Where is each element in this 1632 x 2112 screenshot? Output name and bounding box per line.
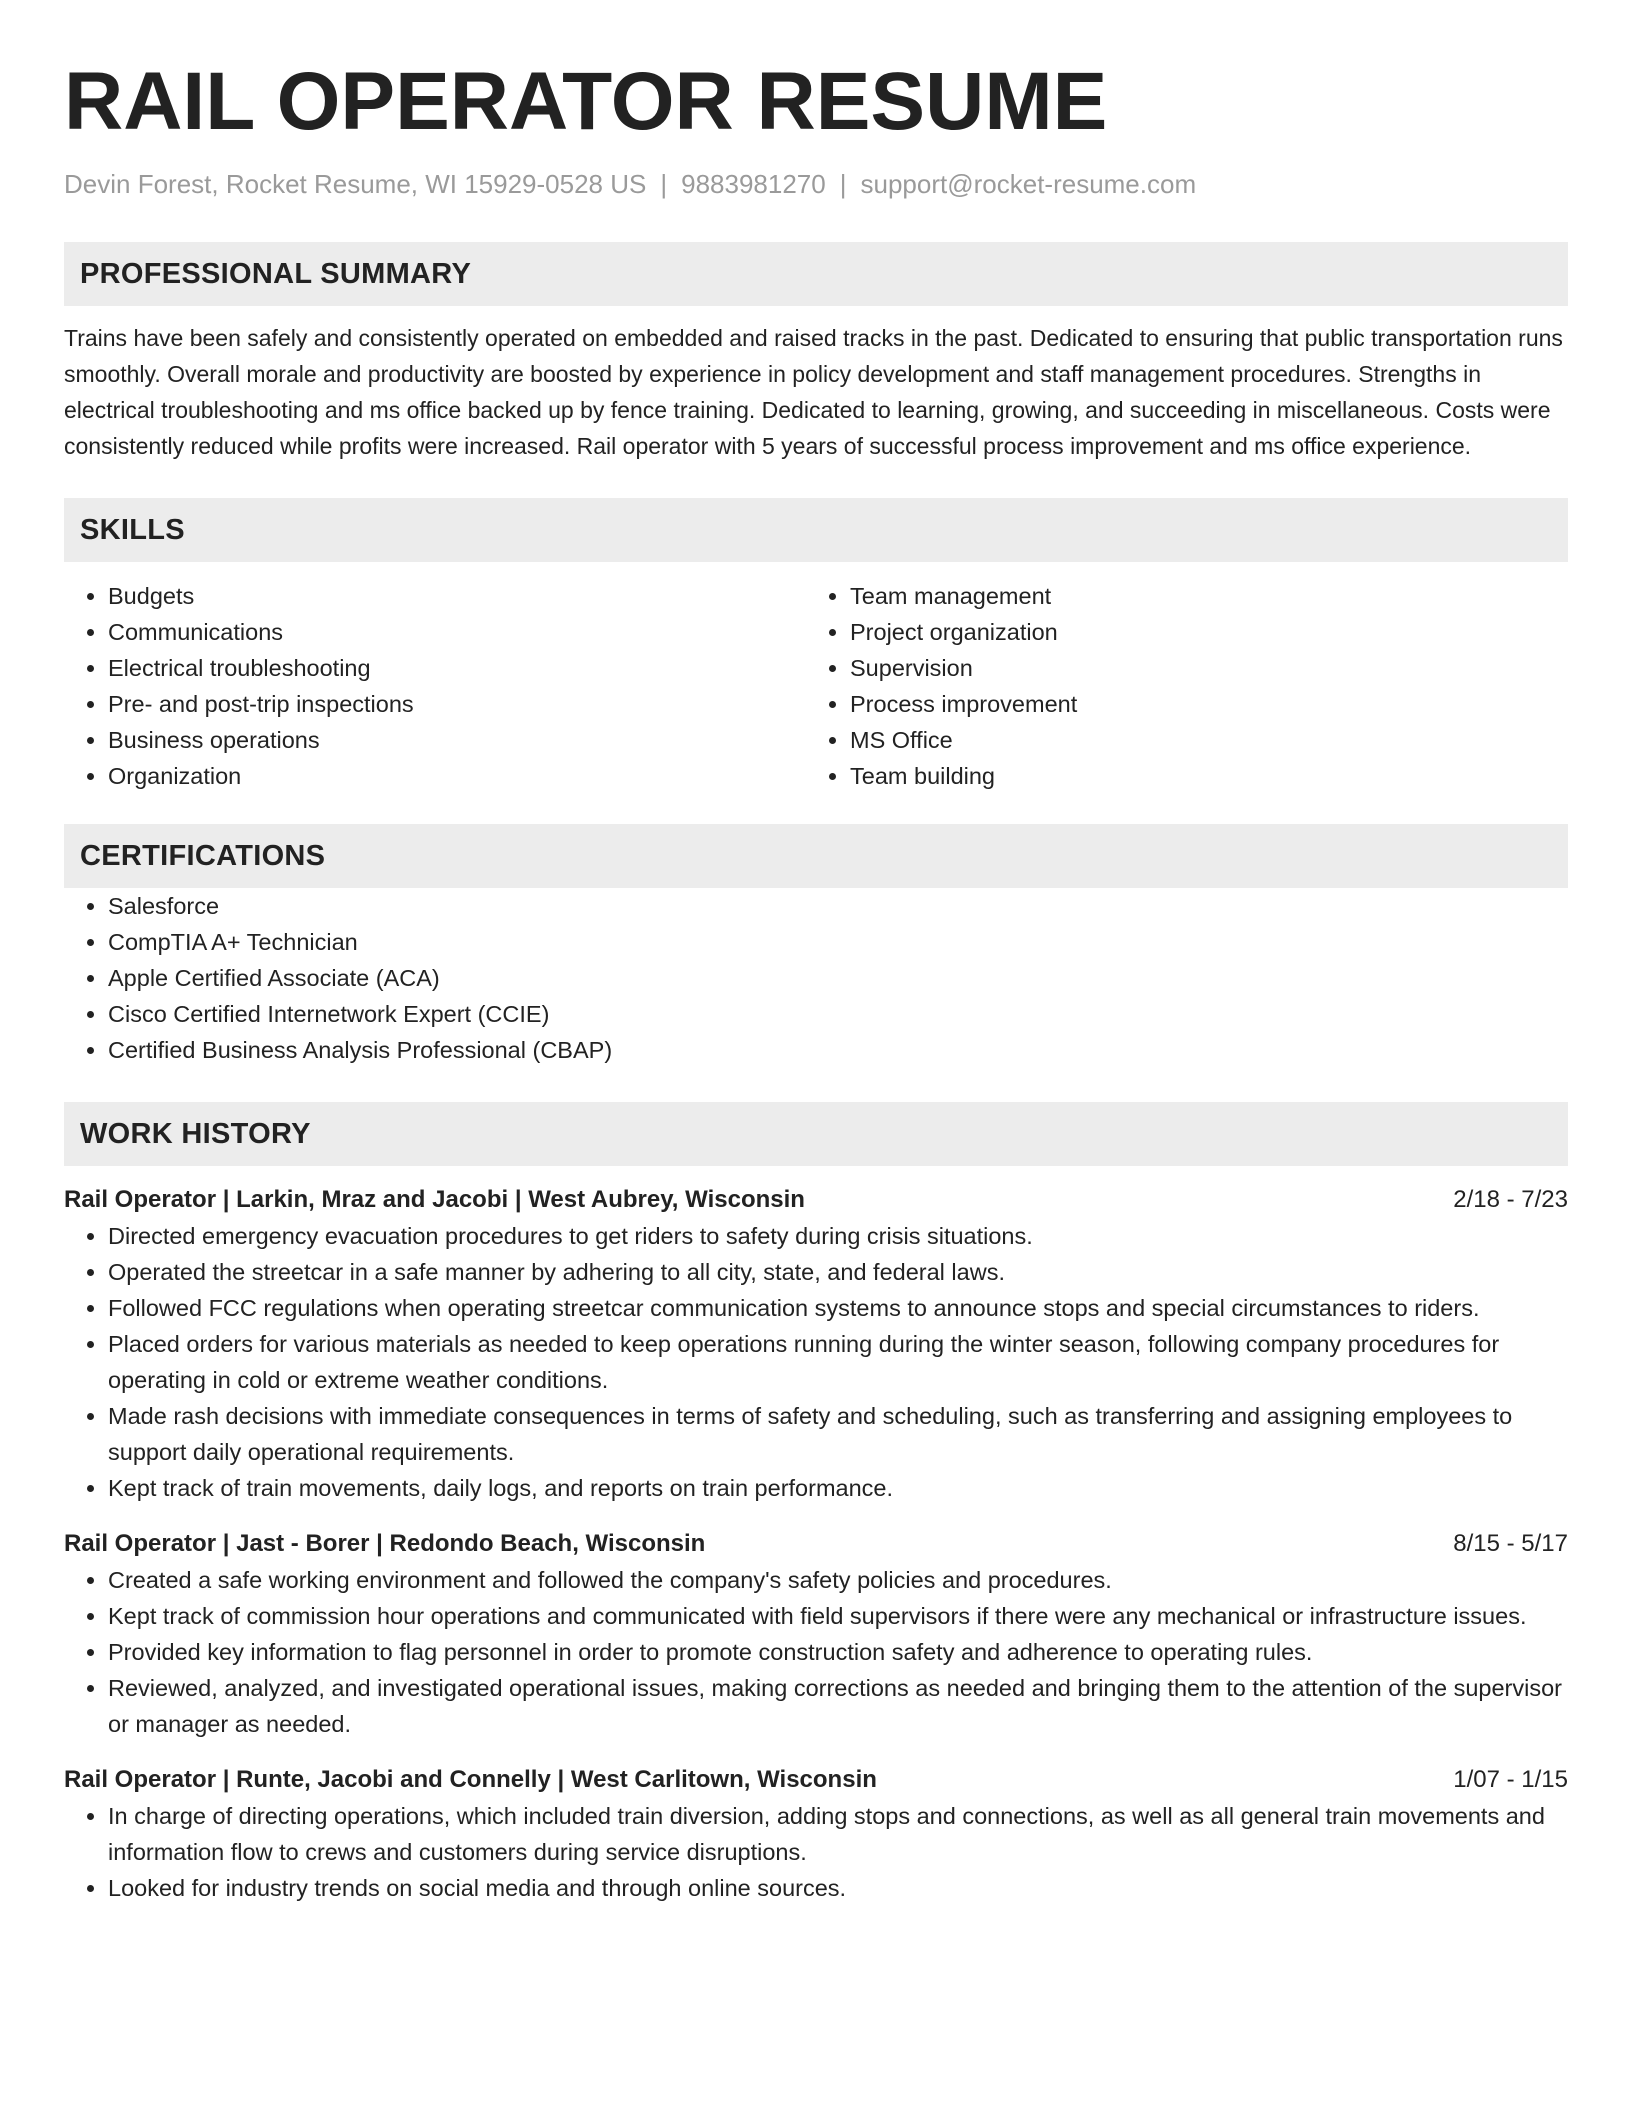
job-bullet: • Provided key information to flag personnel in order to promote construction safety and adherence to operating rules. xyxy=(108,1634,1568,1670)
resume-title: RAIL OPERATOR RESUME xyxy=(64,56,1108,147)
job-entry xyxy=(64,1526,1568,1742)
skill-item: • Team management xyxy=(850,578,1548,614)
job-bullet: • Looked for industry trends on social media and through online sources. xyxy=(108,1870,1568,1906)
skills-grid xyxy=(64,578,1568,794)
job-bullet: • Reviewed, analyzed, and investigated operational issues, making corrections as needed and bringing them to the attention of the supervisor or manager as needed. xyxy=(108,1670,1568,1742)
job-title: Rail Operator | Larkin, Mraz and Jacobi | West Aubrey, Wisconsin xyxy=(64,1186,805,1213)
certification-item: • CompTIA A+ Technician xyxy=(108,924,1568,960)
skill-item: • Business operations xyxy=(108,722,806,758)
skills-list-left xyxy=(64,578,806,794)
job-bullet: • In charge of directing operations, which included train diversion, adding stops and connections, as well as all general train movements and information flow to crews and customers during service disruptions. xyxy=(108,1798,1568,1870)
job-dates: 1/07 - 1/15 xyxy=(1453,1766,1568,1793)
job-bullet: • Kept track of train movements, daily logs, and reports on train performance. xyxy=(108,1470,1568,1506)
skill-item: • Electrical troubleshooting xyxy=(108,650,806,686)
job-bullets xyxy=(64,1798,1568,1906)
certifications-heading: CERTIFICATIONS xyxy=(64,824,1568,888)
job-bullet: • Operated the streetcar in a safe manner by adhering to all city, state, and federal laws. xyxy=(108,1254,1568,1290)
skill-item: • Pre- and post-trip inspections xyxy=(108,686,806,722)
job-dates: 2/18 - 7/23 xyxy=(1453,1186,1568,1213)
job-header xyxy=(64,1182,1568,1218)
job-bullet: • Made rash decisions with immediate consequences in terms of safety and scheduling, such as transferring and assigning employees to support daily operational requirements. xyxy=(108,1398,1568,1470)
contact-email: support@rocket-resume.com xyxy=(860,169,1197,199)
certification-item: • Salesforce xyxy=(108,888,1568,924)
contact-phone: 9883981270 xyxy=(681,169,826,199)
contact-address: Devin Forest, Rocket Resume, WI 15929-0528 US xyxy=(64,169,647,199)
certification-item: • Certified Business Analysis Professional (CBAP) xyxy=(108,1032,1568,1068)
skill-item: • Organization xyxy=(108,758,806,794)
skill-item: • Supervision xyxy=(850,650,1548,686)
contact-separator: | xyxy=(660,169,668,199)
job-title: Rail Operator | Jast - Borer | Redondo Beach, Wisconsin xyxy=(64,1530,706,1557)
skills-list-right xyxy=(806,578,1548,794)
certifications-list xyxy=(64,888,1568,1068)
job-bullets xyxy=(64,1562,1568,1742)
skills-heading: SKILLS xyxy=(64,498,1568,562)
job-bullet: • Followed FCC regulations when operating streetcar communication systems to announce stops and special circumstances to riders. xyxy=(108,1290,1568,1326)
job-title: Rail Operator | Runte, Jacobi and Connelly | West Carlitown, Wisconsin xyxy=(64,1766,877,1793)
skill-item: • Team building xyxy=(850,758,1548,794)
work-history-heading: WORK HISTORY xyxy=(64,1102,1568,1166)
skill-item: • Budgets xyxy=(108,578,806,614)
skills-column-left xyxy=(64,578,806,794)
job-bullet: • Created a safe working environment and followed the company's safety policies and procedures. xyxy=(108,1562,1568,1598)
job-header xyxy=(64,1526,1568,1562)
skill-item: • Process improvement xyxy=(850,686,1548,722)
job-entry xyxy=(64,1182,1568,1506)
job-bullet: • Kept track of commission hour operations and communicated with field supervisors if there were any mechanical or infrastructure issues. xyxy=(108,1598,1568,1634)
job-bullets xyxy=(64,1218,1568,1506)
summary-text: Trains have been safely and consistently operated on embedded and raised tracks in the past. Dedicated to ensuring that public transportation runs smoothly. Overall morale and productivity are boosted by experience in policy development and staff management procedures. Strengths in electrical troubleshooting and ms office backed up by fence training. Dedicated to learning, growing, and succeeding in miscellaneous. Costs were consistently reduced while profits were increased. Rail operator with 5 years of successful process improvement and ms office experience. xyxy=(64,325,1563,459)
skill-item: • MS Office xyxy=(850,722,1548,758)
summary-heading: PROFESSIONAL SUMMARY xyxy=(64,242,1568,306)
job-bullet: • Directed emergency evacuation procedures to get riders to safety during crisis situations. xyxy=(108,1218,1568,1254)
contact-line xyxy=(64,166,1568,202)
job-bullet: • Placed orders for various materials as needed to keep operations running during the winter season, following company procedures for operating in cold or extreme weather conditions. xyxy=(108,1326,1568,1398)
job-dates: 8/15 - 5/17 xyxy=(1453,1530,1568,1557)
contact-separator: | xyxy=(839,169,847,199)
job-entry xyxy=(64,1762,1568,1906)
certification-item: • Cisco Certified Internetwork Expert (CCIE) xyxy=(108,996,1568,1032)
skills-column-right xyxy=(806,578,1548,794)
job-header xyxy=(64,1762,1568,1798)
skill-item: • Project organization xyxy=(850,614,1548,650)
skill-item: • Communications xyxy=(108,614,806,650)
resume-page xyxy=(64,52,1568,1906)
certification-item: • Apple Certified Associate (ACA) xyxy=(108,960,1568,996)
